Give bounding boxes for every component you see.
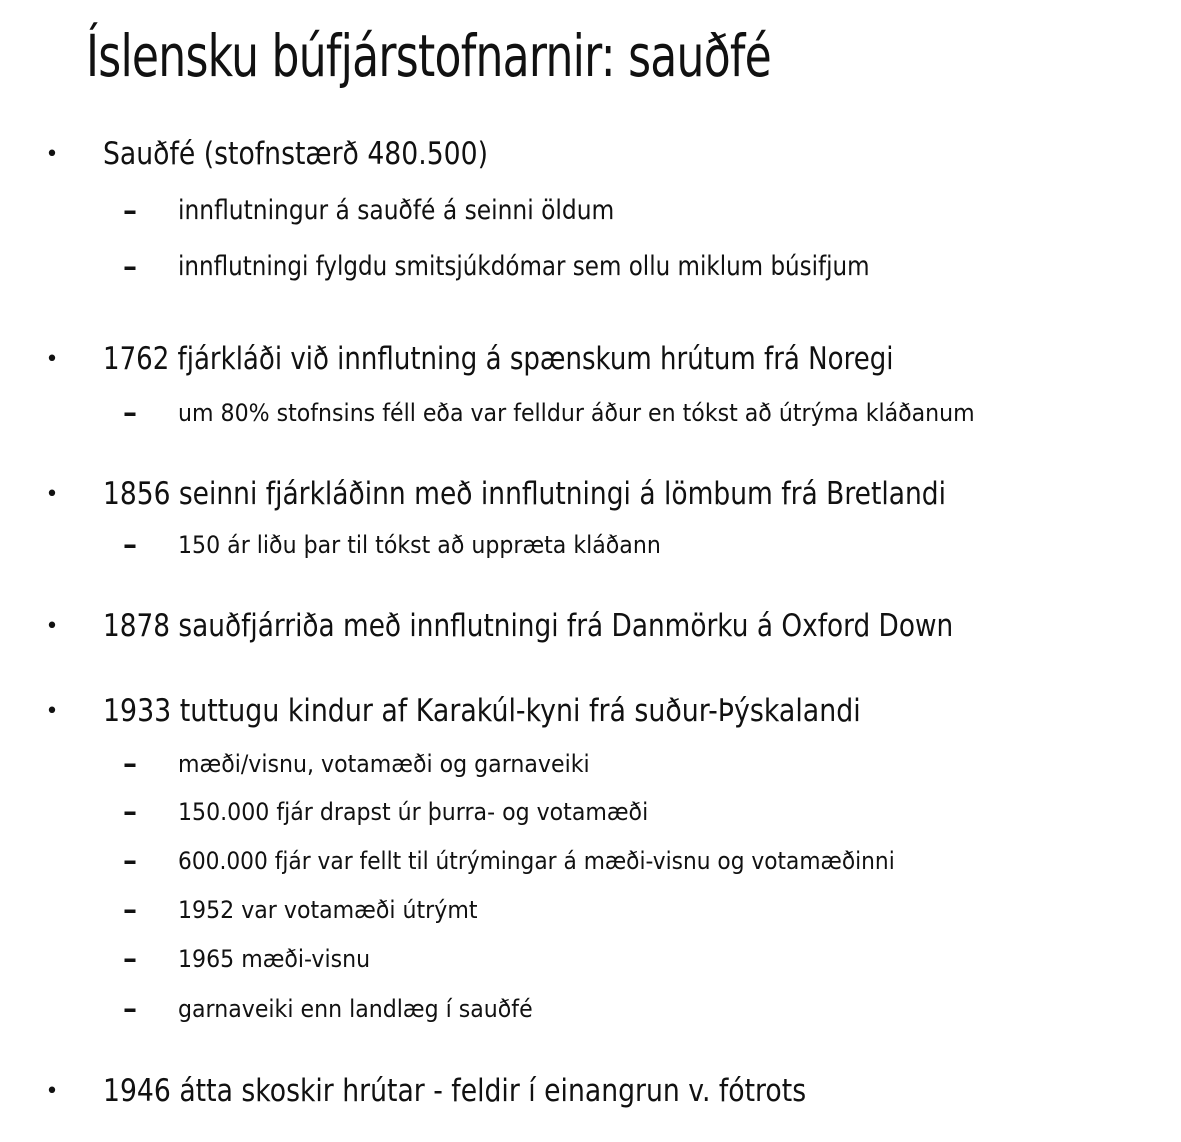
sub-bullet-marker: –: [123, 528, 137, 561]
sub-bullet-text: innflutningi fylgdu smitsjúkdómar sem ollu miklum búsifjum: [178, 251, 870, 282]
sub-bullet-marker: –: [123, 250, 137, 283]
bullet-marker: •: [45, 1079, 59, 1104]
bullet-marker: •: [45, 614, 59, 639]
sub-bullet-text: 1965 mæði-visnu: [178, 945, 371, 973]
sub-bullet-text: mæði/visnu, votamæði og garnaveiki: [178, 750, 590, 778]
bullet-text: Sauðfé (stofnstærð 480.500): [103, 136, 488, 172]
sub-bullet-marker: –: [123, 795, 137, 828]
slide-title: Íslensku búfjárstofnarnir: sauðfé: [86, 22, 772, 90]
sub-bullet-text: 150.000 fjár drapst úr þurra- og votamæði: [178, 798, 649, 826]
bullet-marker: •: [45, 482, 59, 507]
bullet-marker: •: [45, 347, 59, 372]
sub-bullet-marker: –: [123, 747, 137, 780]
sub-bullet-text: um 80% stofnsins féll eða var felldur áður en tókst að útrýma kláðanum: [178, 399, 975, 427]
sub-bullet-marker: –: [123, 893, 137, 926]
bullet-text: 1856 seinni fjárkláðinn með innflutningi á lömbum frá Bretlandi: [103, 476, 946, 512]
bullet-text: 1762 fjárkláði við innflutning á spænskum hrútum frá Noregi: [103, 341, 894, 377]
bullet-text: 1946 átta skoskir hrútar - feldir í einangrun v. fótrots: [103, 1073, 807, 1109]
bullet-marker: •: [45, 699, 59, 724]
sub-bullet-text: 600.000 fjár var fellt til útrýmingar á mæði-visnu og votamæðinni: [178, 847, 895, 875]
bullet-text: 1933 tuttugu kindur af Karakúl-kyni frá suður-Þýskalandi: [103, 693, 861, 729]
sub-bullet-marker: –: [123, 194, 137, 227]
bullet-text: 1878 sauðfjárriða með innflutningi frá Danmörku á Oxford Down: [103, 608, 954, 644]
sub-bullet-marker: –: [123, 396, 137, 429]
sub-bullet-marker: –: [123, 992, 137, 1025]
sub-bullet-marker: –: [123, 844, 137, 877]
sub-bullet-text: 1952 var votamæði útrýmt: [178, 896, 478, 924]
sub-bullet-text: garnaveiki enn landlæg í sauðfé: [178, 995, 533, 1023]
sub-bullet-text: innflutningur á sauðfé á seinni öldum: [178, 195, 615, 226]
sub-bullet-text: 150 ár liðu þar til tókst að uppræta kláðann: [178, 531, 661, 559]
bullet-marker: •: [45, 142, 59, 167]
sub-bullet-marker: –: [123, 942, 137, 975]
